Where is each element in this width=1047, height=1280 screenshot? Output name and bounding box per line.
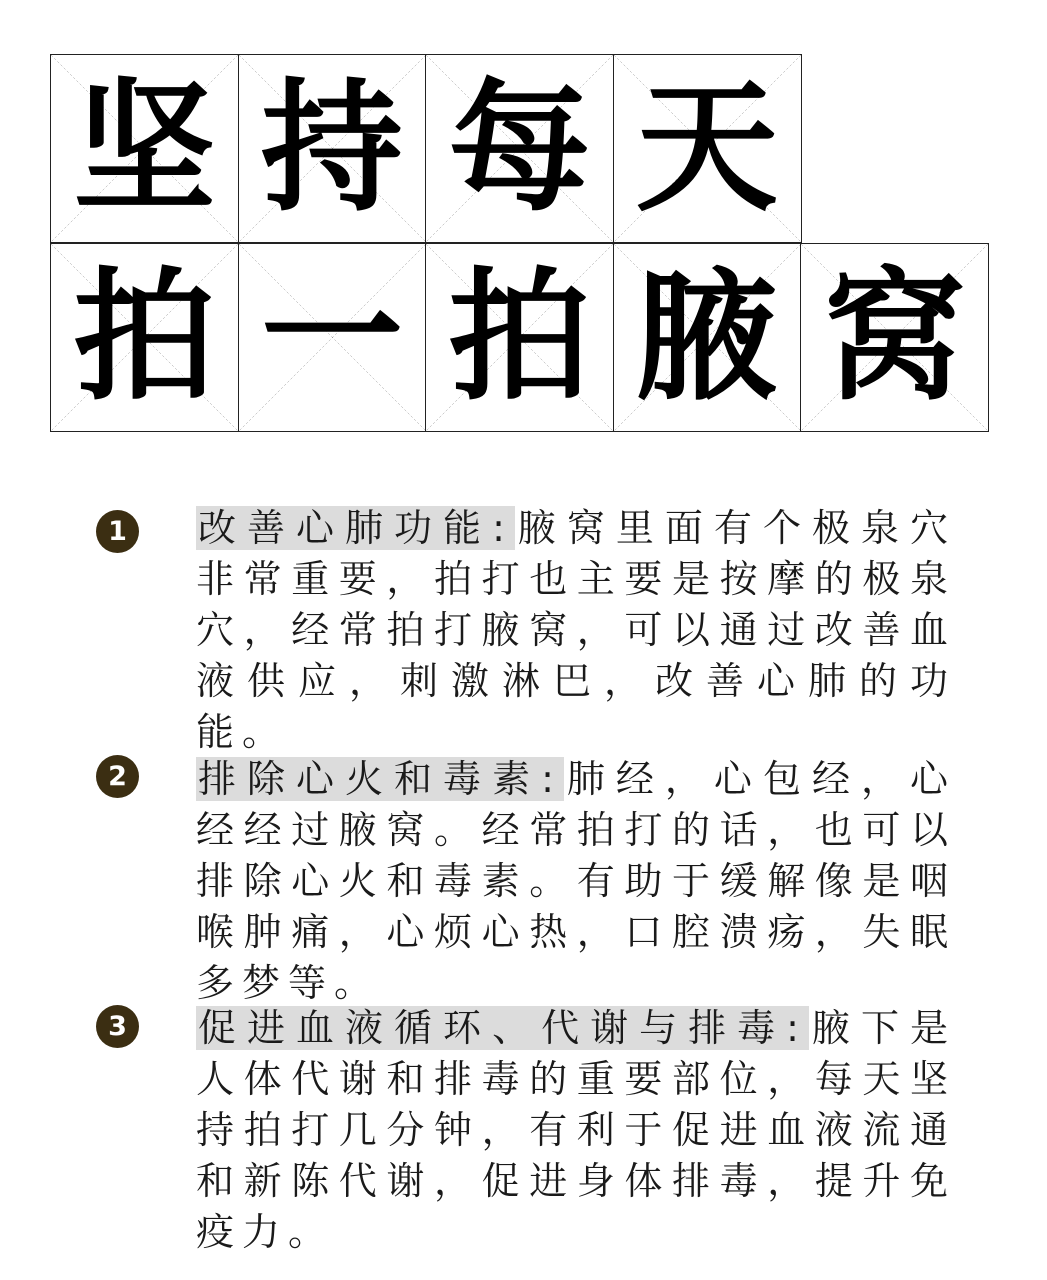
title-cell [613, 243, 802, 432]
title-cell [238, 54, 427, 243]
item-text [196, 754, 956, 1009]
title-cell [50, 243, 239, 432]
title-cell [425, 54, 614, 243]
item-heading: 促进血液循环、代谢与排毒: [198, 1006, 807, 1050]
title-char: 每 [448, 65, 591, 231]
title-char: 腋 [636, 254, 778, 420]
title-char: 拍 [73, 254, 216, 420]
title-char: 坚 [73, 65, 216, 231]
title-cell [425, 243, 614, 432]
title-char: 持 [261, 65, 403, 231]
number-badge: 2 [96, 755, 139, 798]
item-body: 腋下是人体代谢和排毒的重要部位，每天坚持拍打几分钟，有利于促进血液流通和新陈代谢，促进身体排毒，提升免疫力。 [196, 1006, 956, 1254]
number-badge: 3 [96, 1005, 139, 1048]
item-text [196, 1003, 956, 1258]
title-row-1 [50, 54, 800, 243]
number-badge: 1 [96, 510, 139, 553]
title-row-2 [50, 243, 988, 432]
item-body: 腋窝里面有个极泉穴非常重要，拍打也主要是按摩的极泉穴，经常拍打腋窝，可以通过改善血液供应，刺激淋巴，改善心肺的功能。 [196, 506, 956, 754]
item-heading: 排除心火和毒素: [198, 757, 562, 801]
title-cell [238, 243, 427, 432]
title-char: 拍 [448, 254, 591, 420]
item-body: 肺经，心包经，心经经过腋窝。经常拍打的话，也可以排除心火和毒素。有助于缓解像是咽喉肿痛，心烦心热，口腔溃疡，失眠多梦等。 [196, 757, 956, 1005]
item-text [196, 503, 956, 758]
title-cell [613, 54, 802, 243]
title-cell [800, 243, 989, 432]
title-char: 天 [636, 65, 778, 231]
title-cell [50, 54, 239, 243]
item-heading: 改善心肺功能: [198, 506, 513, 550]
title-char: 一 [261, 254, 403, 420]
title-char: 窝 [823, 254, 966, 420]
